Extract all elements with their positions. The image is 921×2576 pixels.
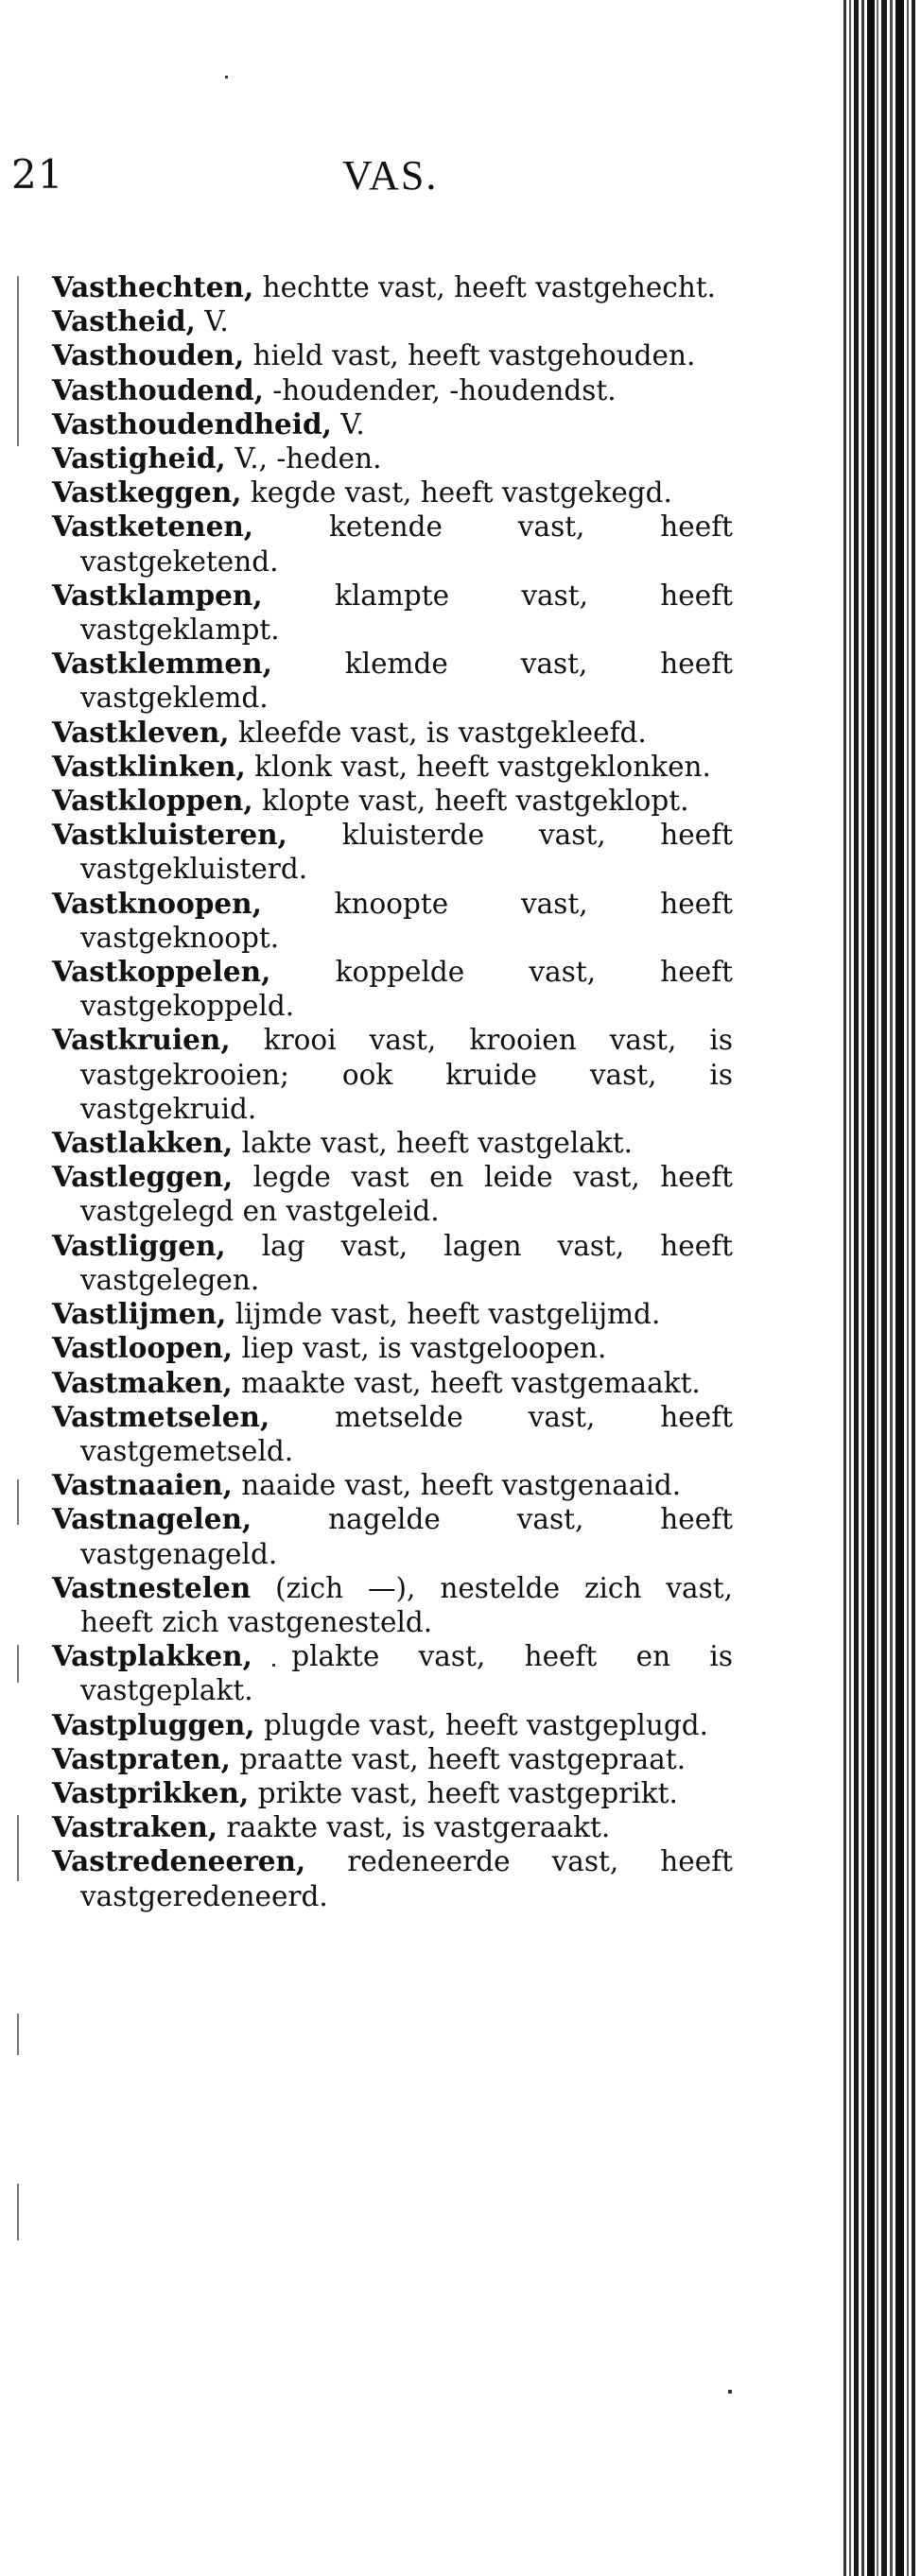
dictionary-entry	[52, 784, 733, 818]
entry-headword: Vasthoudendheid,	[52, 406, 332, 441]
entry-text: plakte vast, heeft en is vastgeplakt.	[80, 1640, 733, 1707]
entry-text: naaide vast, heeft vastgenaaid.	[232, 1469, 682, 1502]
entry-text: praatte vast, heeft vastgepraat.	[230, 1742, 686, 1775]
dictionary-entry	[52, 1844, 733, 1912]
entry-headword: Vastprikken,	[52, 1775, 250, 1809]
entry-text: V.	[331, 407, 365, 441]
entry-text: klopte vast, heeft vastgeklopt.	[252, 785, 689, 818]
entry-text: knoopte vast, heeft vastgeknoopt.	[80, 887, 733, 954]
margin-rule	[17, 2184, 19, 2240]
dictionary-entry	[52, 1331, 733, 1365]
entry-headword: Vastredeneeren,	[52, 1844, 306, 1878]
entry-text: -houdender, -houdendst.	[263, 373, 617, 406]
dictionary-entry	[52, 1400, 733, 1468]
speck-mark	[225, 76, 228, 78]
dictionary-entry	[52, 373, 733, 407]
entry-headword: Vastliggen,	[52, 1228, 226, 1262]
dictionary-entry	[52, 1229, 733, 1297]
entry-headword: Vastkruien,	[52, 1023, 231, 1057]
dictionary-entry	[52, 1297, 733, 1331]
entry-headword: Vastnestelen	[52, 1570, 252, 1604]
dictionary-entry	[52, 1126, 733, 1160]
margin-rule	[17, 1479, 19, 1525]
dictionary-entry	[52, 1023, 733, 1126]
dictionary-entry	[52, 1160, 733, 1228]
dictionary-entry	[52, 1810, 733, 1844]
margin-rule	[17, 1815, 19, 1881]
entry-text: legde vast en leide vast, heeft vastgelegd en vastgeleid.	[80, 1161, 733, 1228]
entry-headword: Vastleggen,	[52, 1160, 234, 1194]
entry-text: klonk vast, heeft vastgeklonken.	[245, 750, 711, 783]
entry-headword: Vasthouden,	[52, 338, 245, 372]
entry-text: ketende vast, heeft vastgeketend.	[80, 510, 733, 578]
entry-text: koppelde vast, heeft vastgekoppeld.	[80, 956, 733, 1023]
entry-text: redeneerde vast, heeft vastgeredeneerd.	[80, 1845, 733, 1912]
entry-text: lijmde vast, heeft vastgelijmd.	[226, 1298, 661, 1331]
entry-headword: Vastraken,	[52, 1810, 218, 1844]
entry-headword: Vastheid,	[52, 304, 196, 338]
running-head: VAS.	[342, 152, 439, 199]
entry-headword: Vastplakken,	[52, 1639, 252, 1673]
dictionary-entry	[52, 407, 733, 441]
entry-text: (zich —), nestelde zich vast, heeft zich vastgenesteld.	[80, 1571, 733, 1638]
dictionary-entry	[52, 750, 733, 784]
page-number: 21	[11, 151, 64, 198]
dictionary-column	[52, 270, 733, 1913]
entry-text: nagelde vast, heeft vastgenageld.	[80, 1503, 733, 1570]
entry-text: kluisterde vast, heeft vastgekluisterd.	[80, 819, 733, 886]
entry-headword: Vastnaaien,	[52, 1468, 233, 1502]
entry-headword: Vastkeggen,	[52, 475, 242, 510]
entry-headword: Vastketenen,	[52, 510, 254, 544]
dictionary-entry	[52, 270, 733, 304]
entry-text: kleefde vast, is vastgekleefd.	[229, 716, 647, 749]
dictionary-entry	[52, 647, 733, 715]
entry-headword: Vastkleven,	[52, 715, 230, 749]
entry-headword: Vastklampen,	[52, 578, 263, 612]
entry-headword: Vastlijmen,	[52, 1297, 227, 1331]
dictionary-entry	[52, 441, 733, 475]
entry-text: prikte vast, heeft vastgeprikt.	[249, 1776, 678, 1809]
entry-headword: Vastkloppen,	[52, 784, 253, 818]
entry-text: lag vast, lagen vast, heeft vastgelegen.	[80, 1229, 733, 1296]
entry-headword: Vastkluisteren,	[52, 818, 287, 852]
entry-text: V.	[195, 305, 229, 338]
entry-headword: Vastlakken,	[52, 1126, 234, 1160]
dictionary-entry	[52, 510, 733, 578]
entry-text: lakte vast, heeft vastgelakt.	[233, 1127, 633, 1160]
dictionary-entry	[52, 1366, 733, 1400]
dictionary-entry	[52, 304, 733, 338]
entry-text: V., -heden.	[225, 442, 382, 475]
entry-headword: Vastloopen,	[52, 1331, 234, 1365]
entry-text: maakte vast, heeft vastgemaakt.	[232, 1366, 701, 1399]
dictionary-entry	[52, 887, 733, 955]
margin-rule	[17, 1645, 19, 1683]
entry-headword: Vastkoppelen,	[52, 955, 271, 989]
entry-text: kegde vast, heeft vastgekegd.	[241, 476, 672, 510]
entry-text: klampte vast, heeft vastgeklampt.	[80, 579, 733, 647]
dictionary-entry	[52, 716, 733, 750]
entry-text: metselde vast, heeft vastgemetseld.	[80, 1400, 733, 1467]
entry-headword: Vastpraten,	[52, 1741, 231, 1775]
entry-text: liep vast, is vastgeloopen.	[233, 1332, 607, 1365]
dictionary-entry	[52, 1742, 733, 1776]
entry-headword: Vastnagelen,	[52, 1502, 252, 1536]
entry-text: raakte vast, is vastgeraakt.	[217, 1811, 611, 1844]
entry-headword: Vastigheid,	[52, 441, 226, 475]
entry-headword: Vastknoopen,	[52, 886, 262, 920]
dictionary-entry	[52, 1708, 733, 1742]
speck-mark	[728, 2390, 732, 2394]
dictionary-entry	[52, 1776, 733, 1810]
margin-rule	[17, 2014, 19, 2055]
dictionary-entry	[52, 1639, 733, 1707]
entry-text: plugde vast, heeft vastgeplugd.	[254, 1708, 708, 1741]
entry-headword: Vastpluggen,	[52, 1707, 255, 1741]
dictionary-entry	[52, 475, 733, 510]
entry-text: krooi vast, krooien vast, is vastgekrooien; ook kruide vast, is vastgekruid.	[80, 1024, 733, 1125]
dictionary-entry	[52, 818, 733, 886]
entry-headword: Vastklemmen,	[52, 647, 272, 681]
dictionary-entry	[52, 338, 733, 372]
entry-headword: Vastmaken,	[52, 1365, 233, 1399]
entry-text: klemde vast, heeft vastgeklemd.	[80, 648, 733, 715]
margin-rule	[17, 276, 19, 446]
dictionary-entry	[52, 1468, 733, 1502]
dictionary-entry	[52, 579, 733, 647]
entry-headword: Vastklinken,	[52, 749, 246, 783]
dictionary-entry	[52, 1502, 733, 1570]
entry-headword: Vasthechten,	[52, 270, 254, 303]
dictionary-entry	[52, 1571, 733, 1639]
entry-text: hechtte vast, heeft vastgehecht.	[253, 271, 717, 303]
entry-headword: Vasthoudend,	[52, 372, 264, 406]
entry-text: hield vast, heeft vastgehouden.	[244, 339, 696, 372]
dictionary-entry	[52, 955, 733, 1023]
page-edge-border	[838, 0, 921, 2576]
entry-headword: Vastmetselen,	[52, 1399, 270, 1433]
